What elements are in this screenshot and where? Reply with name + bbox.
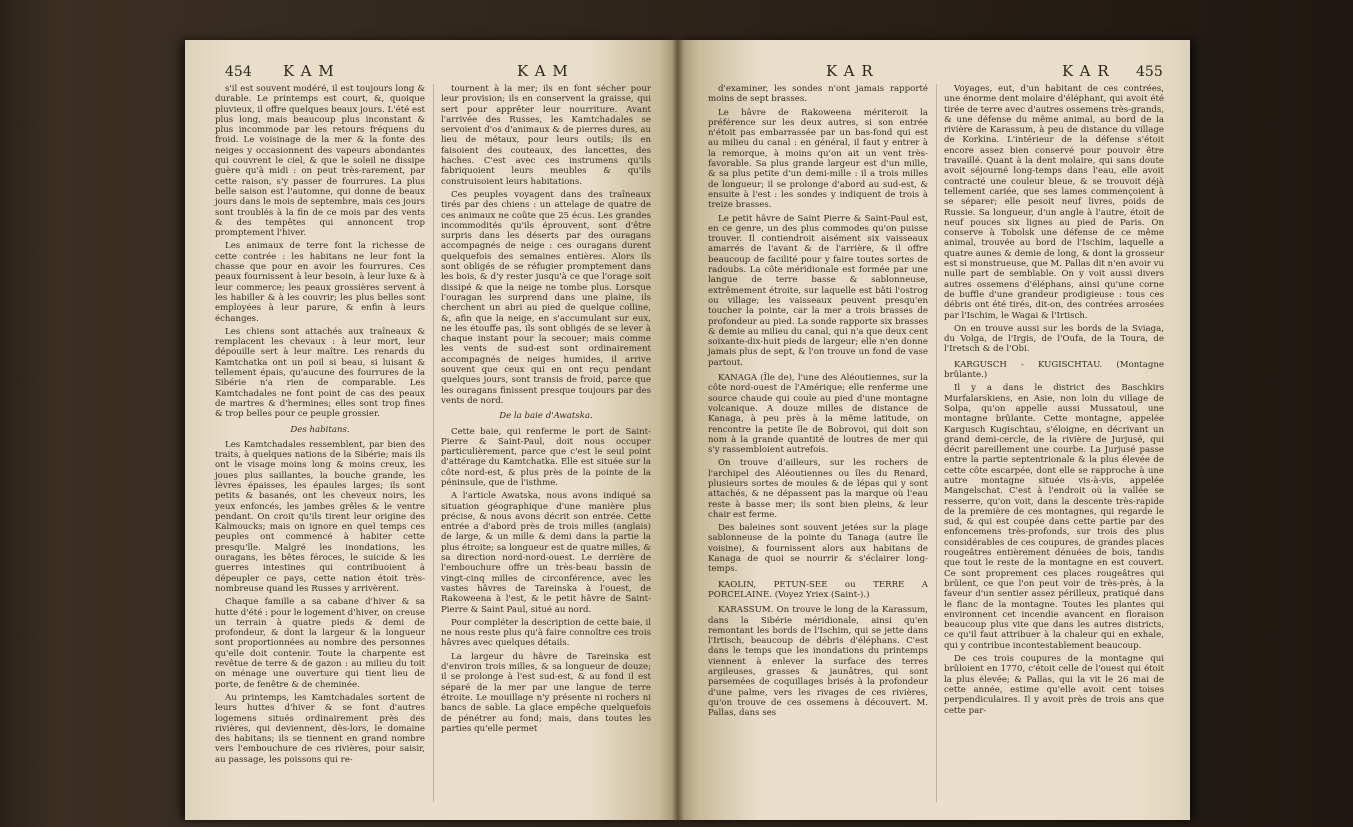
dictionary-entry: KAOLIN, PETUN-SEE ou TERRE A PORCELAINE. (Voyez Yriex (Saint-).) xyxy=(708,579,928,600)
paragraph: Il y a dans le district des Baschkirs Murfalarskiens, en Asie, non loin du village de Solpa, qu'on appelle aussi Mussatoul, une montagne brûlante. Cette montagne, appelée Kargusch Kugischtau, s'éloigne, en décrivant un grand demi-cercle, de la rivière de Jurjusé, qui décrit pareillement une courbe. La Jurjusé passe entre la partie septentrionale & la plus élevée de cette côte escarpée, dont elle se rapproche à une autre montagne située vis-à-vis, appelée Mangelschat. C'est à l'endroit où la vallée se resserre, qu'on voit, dans la descente très-rapide de la première de ces montagnes, qui regarde le sud, & qui est coupée dans cette partie par des enfoncemens très-profonds, sur trois des plus considérables de ces coupures, de grandes places rougeâtres entièrement dénuées de bois, tandis que tout le reste de la montagne en est couvert. Ce sont proprement ces places rougeâtres qui brûlent, ce que l'on peut voir de très-près, à la faveur d'un sentier assez périlleux, pratiqué dans le flanc de la montagne. Toutes les plantes qui environnent cet incendie avancent en floraison beaucoup plus vite que dans les autres districts, ce qu'il faut attribuer à la chaleur qui en exhale, qui y contribue incontestablement beaucoup. xyxy=(944,383,1164,651)
paragraph: Des baleines sont souvent jetées sur la plage sablonneuse de la pointe du Tanaga (autre île voisine), & fournissent alors aux habitans de Kanaga de quoi se nourrir & s'éclairer long-temps. xyxy=(708,523,928,575)
paragraph: Les chiens sont attachés aux traîneaux & remplacent les chevaux : à leur mort, leur dépouille sert à leur maître. Les renards du Kamtchatka ont un poil si beau, si luisant & tellement épais, qu'aucune des fourrures de la Sibérie n'a rien de comparable. Les Kamtchadales ne font point de cas des peaux de martres & d'hermines; elles sont trop fines & trop belles pour ce peuple grossier. xyxy=(215,326,425,420)
paragraph: Les Kamtchadales ressemblent, par bien des traits, à quelques nations de la Sibérie; mais ils ont le visage moins long & moins creux, les joues plus saillantes, la bouche grande, les lèvres épaisses, les épaules larges; ils sont petits & basanés, ont les cheveux noirs, les yeux enfoncés, les jambes grêles & le ventre pendant. On croit qu'ils tirent leur origine des Kalmoucks; mais on ignore en quel temps ces peuples ont commencé à habiter cette presqu'île. Malgré les inondations, les ouragans, les bêtes féroces, le suicide & les guerres intestines qui contribuoient à dépeupler ce pays, cette nation étoit très-nombreuse quand les Russes y arrivèrent. xyxy=(215,439,425,594)
running-head-left-1: KAM xyxy=(283,62,341,80)
paragraph: Au printemps, les Kamtchadales sortent de leurs huttes d'hiver & se font d'autres logemens situés ordinairement près des rivières, qui deviennent, dès-lors, le domaine des habitans; ils se tiennent en grand nombre vers l'embouchure de ces rivières, pour saisir, au passage, les poissons qui re- xyxy=(215,692,425,765)
page-number-left: 454 xyxy=(225,64,252,80)
section-heading: Des habitans. xyxy=(290,424,350,435)
left-page-column-1 xyxy=(215,84,425,768)
paragraph: Cette baie, qui renferme le port de Saint-Pierre & Saint-Paul, doit nous occuper particulièrement, parce que c'est le seul point d'attérage du Kamtchatka. Elle est située sur la côte nord-est, & plus près de la pointe de la péninsule, que de l'isthme. xyxy=(441,426,651,488)
right-page-column-2 xyxy=(944,84,1164,719)
book-gutter xyxy=(672,40,684,820)
paragraph: s'il est souvent modéré, il est toujours long & durable. Le printemps est court, &, quoique pluvieux, il offre quelques beaux jours. L'été est plus long, mais beaucoup plus inconstant & plus incommode par les retours fréquens du froid. Le voisinage de la mer & la fonte des neiges y occasionnent des vapeurs abondantes qui couvrent le ciel, & que le soleil ne dissipe guère qu'à midi : on peut très-rarement, par cette raison, s'y passer de fourrures. La plus belle saison est l'automne, qui donne de beaux jours dans le mois de septembre, mais ces jours sont troublés à la fin de ce mois par des vents & des tempêtes qui annoncent trop promptement l'hiver. xyxy=(215,84,425,239)
dictionary-entry: KARASSUM. On trouve le long de la Karassum, dans la Sibérie méridionale, ainsi qu'en remontant les bords de l'Ischim, qui se jette dans l'Irtisch, beaucoup de débris d'éléphans. C'est dans le temps que les inondations du printemps viennent à enlever la surface des terres argileuses, grasses & jaunâtres, qui sont parsemées de coquillages brisés à la profondeur d'une palme, vers les rivages de ces rivières, qu'on trouve de ces ossemens à découvert. M. Pallas, dans ses xyxy=(708,605,928,719)
paragraph: A l'article Awatska, nous avons indiqué sa situation géographique d'une manière plus précise, & nous avons décrit son entrée. Cette entrée a d'abord près de trois milles (anglais) de large, & un mille & demi dans la partie la plus étroite; sa longueur est de quatre milles, & sa direction nord-nord-ouest. Le derrière de l'embouchure offre un très-beau bassin de vingt-cinq milles de circonférence, avec les vastes hâvres de Tareinska à l'ouest, de Rakoweena à l'est, & le petit hâvre de Saint-Pierre & Saint Paul, situé au nord. xyxy=(441,491,651,615)
paragraph: Les animaux de terre font la richesse de cette contrée : les habitans ne leur font la chasse que pour en avoir les fourrures. Ces peaux fournissent à leur besoin, à leur luxe & à leur commerce; les peaux grossières servent à les habiller & à les couvrir; les plus belles sont employées à leur parure, & enfin à leurs échanges. xyxy=(215,241,425,324)
dictionary-entry: KARGUSCH - KUGISCHTAU. (Montagne brûlante.) xyxy=(944,359,1164,381)
section-heading: De la baie d'Awatska. xyxy=(499,411,593,422)
column-rule xyxy=(936,84,937,802)
dictionary-entry: KANAGA (Île de), l'une des Aléoutiennes, sur la côte nord-ouest de l'Amérique; elle renferme une source chaude qui coule au pied d'une montagne volcanique. A douze milles de distance de Kanaga, à peu près à la même latitude, on rencontre la petite île de Bobrovoi, qui doit son nom à la grande quantité de loutres de mer qui s'y rassembloient autrefois. xyxy=(708,373,928,456)
page-number-right: 455 xyxy=(1136,64,1163,80)
right-page xyxy=(678,40,1190,820)
running-head-right-1: KAR xyxy=(826,62,880,80)
running-head-left-2: KAM xyxy=(517,62,575,80)
left-page xyxy=(185,40,678,820)
paragraph: Le petit hâvre de Saint Pierre & Saint-Paul est, en ce genre, un des plus commodes qu'on puisse trouver. Il contiendroit aisément six vaisseaux amarrés de l'avant & de l'arrière, & il offre beaucoup de facilité pour y faire toutes sortes de radoubs. La côte méridionale est formée par une langue de terre basse & sablonneuse, extrêmement étroite, sur laquelle est bâti l'ostrog ou village; les vaisseaux peuvent presqu'en toucher la pointe, car la mer a trois brasses de profondeur au pied. La sonde rapporte six brasses & demie au milieu du canal, qui n'a que deux cent soixante-dix-huit pieds de largeur; elle n'en donne jamais plus de sept, & l'on trouve un fond de vase partout. xyxy=(708,213,928,368)
paragraph: tournent à la mer; ils en font sécher pour leur provision; ils en conservent la graisse, qui sert pour apprêter leur nourriture. Avant l'arrivée des Russes, les Kamtchadales se servoient d'os d'animaux & de pierres dures, au lieu de métaux, pour leurs outils; ils en faisoient des couteaux, des lancettes, des haches. C'est avec ces instrumens qu'ils fabriquoient leurs meubles & qu'ils construisoient leurs habitations. xyxy=(441,84,651,187)
right-page-column-1 xyxy=(708,84,928,722)
paragraph: On trouve d'ailleurs, sur les rochers de l'archipel des Aléoutiennes ou îles du Renard, plusieurs sortes de moules & de lépas qui y sont attachés, & ne dépassent pas la marque où l'eau reste à basse mer; ils sont bien pleins, & leur chair est ferme. xyxy=(708,458,928,520)
paragraph: d'examiner, les sondes n'ont jamais rapporté moins de sept brasses. xyxy=(708,84,928,105)
paragraph: Ces peuples voyagent dans des traîneaux tirés par des chiens : un attelage de quatre de ces animaux ne coûte que 25 écus. Les grandes incommodités qu'ils éprouvent, sont d'être surpris dans les déserts par des ouragans accompagnés de neige : ces ouragans durent quelquefois des semaines entières. Alors ils sont obligés de se réfugier promptement dans les bois, & d'y rester jusqu'à ce que l'orage soit dissipé & que la neige ne tombe plus. Lorsque l'ouragan les surprend dans une plaine, ils cherchent un abri au pied de quelque colline, &, afin que la neige, en s'accumulant sur eux, ne les étouffe pas, ils sont obligés de se lever à chaque instant pour la secouer; mais comme les vents de sud-est sont ordinairement accompagnés de neiges humides, il arrive souvent que ceux qui en ont reçu pendant quelques jours, sont transis de froid, parce que les ouragans finissent presque toujours par des vents de nord. xyxy=(441,189,651,406)
paragraph: Chaque famille a sa cabane d'hiver & sa hutte d'été : pour le logement d'hiver, on creuse un terrain à quatre pieds & demi de profondeur, & dont la largeur & la longueur sont proportionnées au nombre des personnes qu'elle doit contenir. Toute la charpente est revêtue de terre & de gazon : au milieu du toit on ménage une ouverture qui tient lieu de porte, de fenêtre & de cheminée. xyxy=(215,597,425,690)
paragraph: Voyages, eut, d'un habitant de ces contrées, une énorme dent molaire d'éléphant, qui avoit été tirée de terre avec d'autres ossemens très-grands, & une défense du même animal, au bord de la rivière de Karassum, à peu de distance du village de Korkina. L'intérieur de la défense s'étoit encore assez bien conservé pour pouvoir être travaillé. Quant à la dent molaire, qui sans doute avoit séjourné long-temps dans l'eau, elle avoit contracté une couleur bleue, & se trouvoit déjà tellement cariée, que ses lames commençoient à se séparer; elle pesoit neuf livres, poids de Russie. Sa longueur, d'un angle à l'autre, étoit de neuf pouces six lignes au pied de Paris. On conserve à Tobolsk une défense de ce même animal, trouvée au bord de l'Ischim, laquelle a quatre aunes & demie de long, & dont la grosseur est si monstrueuse, que M. Pallas dit n'en avoir vu nulle part de semblable. On y voit aussi divers autres ossemens d'éléphans, ainsi qu'une corne de buffle d'une grandeur prodigieuse : tous ces débris ont été tirés, dit-on, des contrées arrosées par l'Ischim, le Wagai & l'Irtisch. xyxy=(944,84,1164,321)
running-head-right-2: KAR xyxy=(1062,62,1116,80)
paragraph: De ces trois coupures de la montagne qui brûloient en 1770, c'étoit celle de l'ouest qui étoit la plus élevée; & Pallas, qui la vit le 26 mai de cette année, estime qu'elle avoit cent toises perpendiculaires. Il y avoit près de trois ans que cette par- xyxy=(944,654,1164,716)
paragraph: Le hâvre de Rakoweena mériteroit la préférence sur les deux autres, si son entrée n'étoit pas embarrassée par un bas-fond qui est au milieu du canal : en général, il faut y entrer à la remorque, à moins qu'on ait un vent très-favorable. Sa plus grande largeur est d'un mille, & sa plus petite d'un demi-mille : il a trois milles de longueur; il se prolonge d'abord au sud-est, & ensuite à l'est : les sondes y indiquent de trois à treize brasses. xyxy=(708,107,928,211)
left-page-column-2 xyxy=(441,84,651,737)
paragraph: Pour compléter la description de cette baie, il ne nous reste plus qu'à faire connoître ces trois hâvres avec quelques détails. xyxy=(441,617,651,649)
paragraph: La largeur du hâvre de Tareinska est d'environ trois milles, & sa longueur de douze; il se prolonge à l'est sud-est, & au fond il est séparé de la mer par une langue de terre étroite. Le mouillage n'y présente ni rochers ni bancs de sable. La glace empêche quelquefois de pénétrer au fond; mais, dans toutes les parties qu'elle permet xyxy=(441,651,651,734)
column-rule xyxy=(433,84,434,802)
paragraph: On en trouve aussi sur les bords de la Sviaga, du Volga, de l'Irgis, de l'Oufa, de la Toura, de l'Iretsch & de l'Obi. xyxy=(944,323,1164,355)
